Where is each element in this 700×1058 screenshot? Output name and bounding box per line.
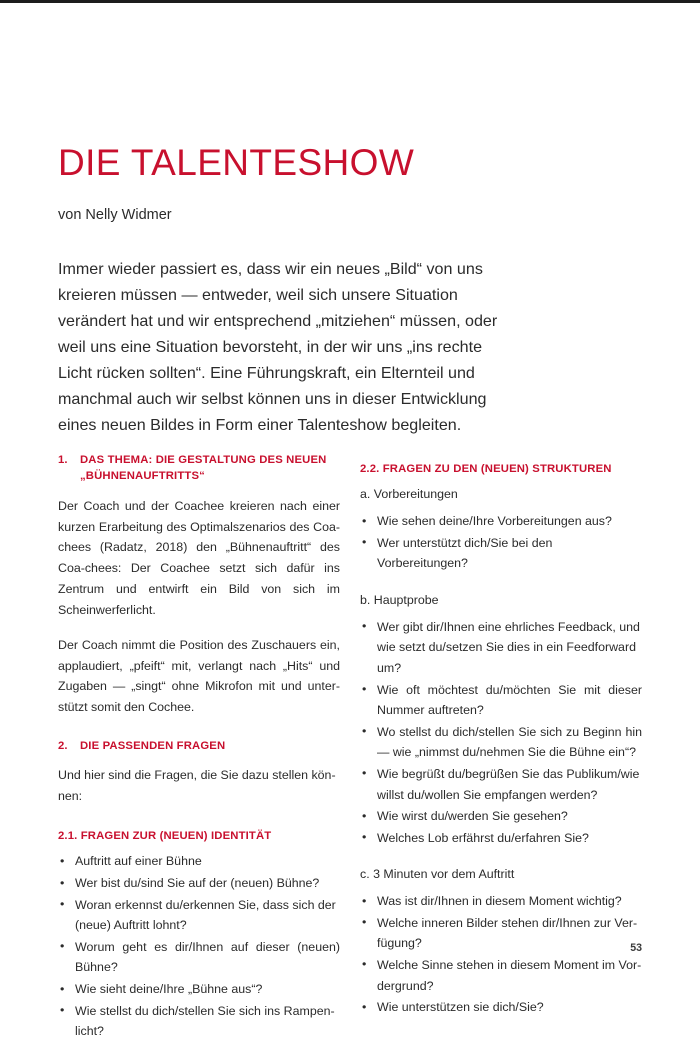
- section-heading-1: [58, 452, 340, 485]
- list-item: • Wie sieht deine/Ihre „Bühne aus“?: [58, 979, 340, 1000]
- list-item: • Auftritt auf einer Bühne: [58, 851, 340, 872]
- section-heading-2-2: 2.2. FRAGEN ZU DEN (NEUEN) STRUKTUREN: [360, 463, 612, 475]
- section1-paragraph-2: Der Coach nimmt die Position des Zuschauers ein, applaudiert, „pfeift“ mit, verlangt nach „Hits“ und Zugaben — „singt“ ohne Mikrofon mit und unter-stützt somit den Cochee.: [58, 637, 340, 715]
- section-title-1: DAS THEMA: DIE GESTALTUNG DES NEUEN „BÜHNENAUFTRITTS“: [80, 454, 327, 483]
- spacer: [58, 813, 340, 828]
- drei-minuten-list: [360, 891, 642, 1018]
- page-title: DIE TALENTESHOW: [58, 142, 415, 183]
- list-item: • Welches Lob erfährst du/erfahren Sie?: [360, 828, 642, 849]
- list-item: • Was ist dir/Ihnen in diesem Moment wichtig?: [360, 891, 642, 912]
- section-heading-2: [58, 738, 340, 754]
- group-a-label: a. Vorbereitungen: [360, 487, 458, 502]
- list-item: • Wie wirst du/werden Sie gesehen?: [360, 806, 642, 827]
- section-number-2: 2.: [58, 740, 68, 753]
- section-number-1: 1.: [58, 454, 68, 466]
- list-item: • Wer gibt dir/Ihnen eine ehrliches Feedback, und wie setzt du/setzen Sie dies in ein Feedforward um?: [360, 617, 642, 679]
- list-item: • Wo stellst du dich/stellen Sie sich zu Beginn hin — wie „nimmst du/nehmen Sie die Bühne ein“?: [360, 722, 642, 763]
- section-title-2: DIE PASSENDEN FRAGEN: [80, 740, 226, 753]
- group-c-label: c. 3 Minuten vor dem Auftritt: [360, 867, 515, 882]
- group-b-label: b. Hauptprobe: [360, 592, 439, 607]
- spacer: [360, 452, 642, 461]
- list-item: • Wie oft möchtest du/möchten Sie mit dieser Nummer auftreten?: [360, 680, 642, 721]
- page-number: 53: [630, 942, 642, 954]
- list-item: • Wie unterstützen sie dich/Sie?: [360, 997, 642, 1018]
- list-item: • Wer bist du/sind Sie auf der (neuen) Bühne?: [58, 873, 340, 894]
- list-item: • Worum geht es dir/Ihnen auf dieser (neuen) Bühne?: [58, 937, 340, 978]
- author-byline: von Nelly Widmer: [58, 207, 172, 223]
- list-item: • Wie begrüßt du/begrüßen Sie das Publikum/wie willst du/wollen Sie empfangen werden?: [360, 764, 642, 805]
- list-item: • Wie sehen deine/Ihre Vorbereitungen aus?: [360, 511, 642, 532]
- list-item: • Wie stellst du dich/stellen Sie sich ins Rampen-licht?: [58, 1001, 340, 1042]
- hauptprobe-list: [360, 617, 642, 849]
- vorbereitungen-list: [360, 511, 642, 574]
- right-column: [360, 452, 642, 1058]
- two-column-body: [58, 452, 642, 1058]
- list-item: • Woran erkennst du/erkennen Sie, dass sich der (neue) Auftritt lohnt?: [58, 895, 340, 936]
- intro-paragraph: Immer wieder passiert es, dass wir ein neues „Bild“ von uns kreieren müssen — entweder, weil sich unsere Situation verändert hat und wir entsprechend „mitziehen“ müssen, oder weil uns eine Situation bevorsteht, in der wir uns „ins rechte Licht rücken sollten“. Eine Führungskraft, ein Elternteil und manchmal auch wir selbst können uns in dieser Entwicklung eines neuen Bildes in Form einer Talenteshow begleiten.: [58, 260, 498, 435]
- list-item: • Welche Sinne stehen in diesem Moment im Vor-dergrund?: [360, 955, 642, 996]
- left-column: [58, 452, 340, 1058]
- section-heading-2-1: 2.1. FRAGEN ZUR (NEUEN) IDENTITÄT: [58, 830, 272, 843]
- list-item: • Welche inneren Bilder stehen dir/Ihnen zur Ver-fügung?: [360, 913, 642, 954]
- section2-lead-text: Und hier sind die Fragen, die Sie dazu stellen kön-nen:: [58, 768, 336, 804]
- identity-question-list: [58, 851, 340, 1041]
- section1-paragraph-1: Der Coach und der Coachee kreieren nach einer kurzen Erarbeitung des Optimalszenarios des Coa-chees (Radatz, 2018) den „Bühnenauftritt“ des Coa-chees: Der Coachee setzt sich dafür ins Zentrum und entwirft ein Bild von sich im Scheinwerferlicht.: [58, 498, 340, 617]
- list-item: • Wer unterstützt dich/Sie bei den Vorbereitungen?: [360, 533, 642, 574]
